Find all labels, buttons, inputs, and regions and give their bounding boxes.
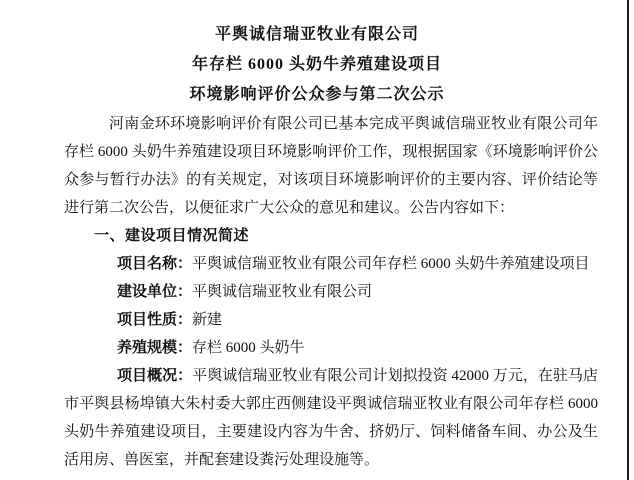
item-project-name-value: 平舆诚信瑞亚牧业有限公司年存栏 6000 头奶牛养殖建设项目 bbox=[192, 256, 590, 272]
section-heading: 一、建设项目情况简述 bbox=[94, 228, 250, 244]
item-construction-unit bbox=[64, 278, 598, 306]
title-notice-type: 环境影响评价公众参与第二次公示 bbox=[189, 86, 445, 103]
title-project-name: 年存栏 6000 头奶牛养殖建设项目 bbox=[191, 56, 442, 73]
project-overview-value: 平舆诚信瑞亚牧业有限公司计划拟投资 42000 万元，在驻马店市平舆县杨埠镇大朱村委大郭庄西侧建设平舆诚信瑞亚牧业有限公司年存栏 6000 头奶牛养殖建设项目，主要建设内容为牛舍、挤奶厅、饲料储备车间、办公及生活用房、兽医室，并配套建设粪污处理设施等。 bbox=[64, 368, 598, 468]
project-overview-label: 项目概况： bbox=[117, 368, 193, 384]
item-project-nature-value: 新建 bbox=[192, 312, 223, 328]
item-project-nature bbox=[64, 306, 598, 334]
item-breeding-scale-label: 养殖规模： bbox=[117, 340, 193, 356]
item-project-name-label: 项目名称： bbox=[117, 256, 193, 272]
item-construction-unit-value: 平舆诚信瑞亚牧业有限公司 bbox=[192, 284, 373, 300]
intro-paragraph: 河南金环环境影响评价有限公司已基本完成平舆诚信瑞亚牧业有限公司年存栏 6000 头奶牛养殖建设项目环境影响评价工作，现根据国家《环境影响评价公众参与暂行办法》的有关规定，对该项目环境影响评价的主要内容、评价结论等进行第二次公告，以便征求广大公众的意见和建议。公告内容如下： bbox=[64, 116, 598, 216]
document-body bbox=[0, 110, 634, 474]
item-project-name bbox=[64, 250, 598, 278]
page-edge-line bbox=[627, 0, 629, 480]
project-overview-paragraph bbox=[64, 362, 598, 474]
title-company-name: 平舆诚信瑞亚牧业有限公司 bbox=[214, 26, 419, 43]
item-construction-unit-label: 建设单位： bbox=[117, 284, 193, 300]
item-breeding-scale-value: 存栏 6000 头奶牛 bbox=[192, 340, 305, 356]
title-block bbox=[0, 0, 634, 110]
item-project-nature-label: 项目性质： bbox=[117, 312, 193, 328]
item-breeding-scale bbox=[64, 334, 598, 362]
